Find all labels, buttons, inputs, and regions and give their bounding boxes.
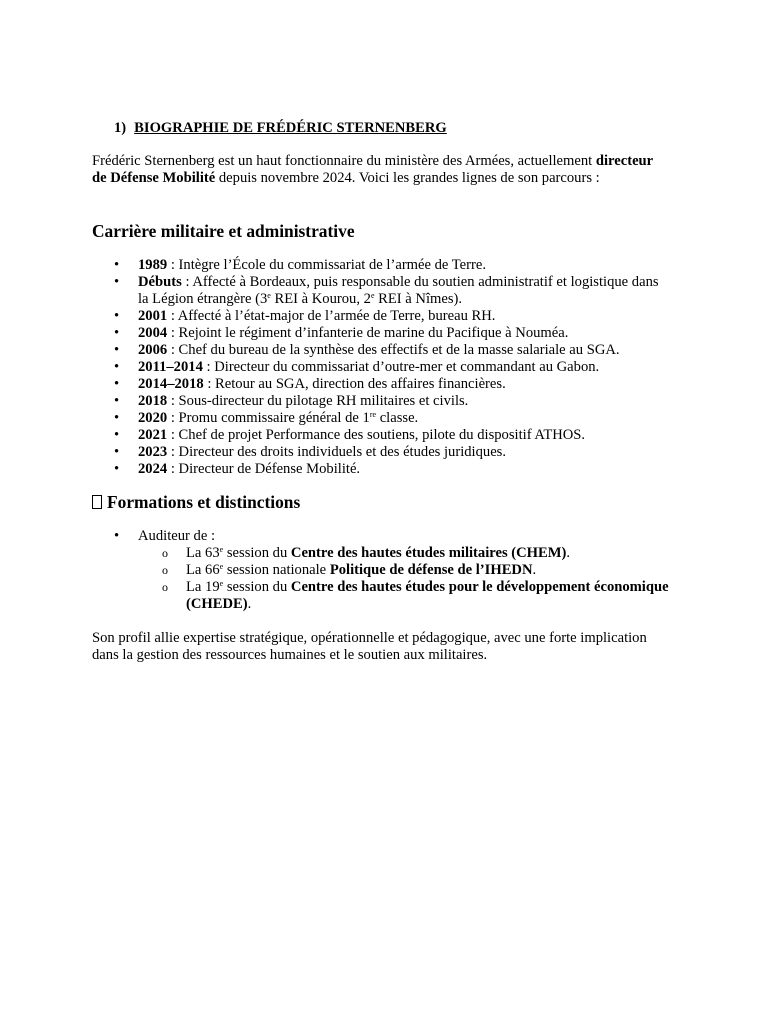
item-year: 2021 bbox=[138, 427, 168, 443]
item-text: : Rejoint le régiment d’infanterie de marine du Pacifique à Nouméa. bbox=[167, 325, 569, 341]
item-year: 1989 bbox=[138, 257, 168, 273]
auditeur-label: Auditeur de : bbox=[138, 528, 216, 544]
item-year: 2024 bbox=[138, 461, 168, 477]
item-text: La 66 bbox=[186, 562, 220, 578]
bullet-icon: • bbox=[114, 393, 120, 409]
item-text: . bbox=[532, 562, 537, 578]
bullet-icon: • bbox=[114, 461, 120, 477]
list-item bbox=[92, 461, 672, 478]
item-text: : Directeur des droits individuels et des études juridiques. bbox=[167, 444, 507, 460]
item-text: : Directeur du commissariat d’outre-mer et commandant au Gabon. bbox=[202, 359, 600, 375]
bullet-icon: • bbox=[114, 274, 120, 290]
superscript: e bbox=[219, 579, 224, 588]
bullet-icon: • bbox=[114, 325, 120, 341]
circle-bullet-icon: o bbox=[162, 546, 168, 560]
formations-heading-text: Formations et distinctions bbox=[107, 492, 301, 512]
superscript: e bbox=[219, 545, 224, 554]
bullet-icon: • bbox=[114, 359, 120, 375]
item-year: 2004 bbox=[138, 325, 168, 341]
intro-text-1: Frédéric Sternenberg est un haut fonctionnaire du ministère des Armées, actuellement bbox=[92, 153, 596, 169]
item-text: session du bbox=[223, 545, 291, 561]
section-number: 1) bbox=[114, 120, 127, 136]
list-item bbox=[92, 376, 672, 393]
item-text: : Sous-directeur du pilotage RH militaires et civils. bbox=[167, 393, 469, 409]
list-item bbox=[138, 545, 672, 562]
item-text: La 63 bbox=[186, 545, 220, 561]
item-text: : Chef de projet Performance des soutiens, pilote du dispositif ATHOS. bbox=[167, 427, 586, 443]
superscript: e bbox=[267, 291, 271, 300]
item-text: : Chef du bureau de la synthèse des effectifs et de la masse salariale au SGA. bbox=[167, 342, 620, 358]
list-item bbox=[92, 342, 672, 359]
conclusion-paragraph: Son profil allie expertise stratégique, opérationnelle et pédagogique, avec une forte implication dans la gestion des ressources humaines et le soutien aux militaires. bbox=[92, 630, 647, 663]
item-text: : Promu commissaire général de 1 bbox=[167, 410, 370, 426]
list-item bbox=[92, 359, 672, 376]
circle-bullet-icon: o bbox=[162, 563, 168, 577]
intro-bold: directeur de Défense Mobilité bbox=[92, 153, 653, 186]
list-item bbox=[138, 579, 672, 613]
circle-bullet-icon: o bbox=[162, 580, 168, 594]
list-item bbox=[138, 562, 672, 579]
item-text: : Retour au SGA, direction des affaires financières. bbox=[203, 376, 506, 392]
item-year: 2011–2014 bbox=[138, 359, 203, 375]
item-year: 2023 bbox=[138, 444, 168, 460]
item-text: REI à Nîmes). bbox=[374, 291, 463, 307]
career-list bbox=[92, 257, 672, 478]
item-text: : Directeur de Défense Mobilité. bbox=[167, 461, 361, 477]
list-item bbox=[92, 528, 672, 613]
superscript: re bbox=[369, 410, 377, 419]
list-item bbox=[92, 274, 672, 308]
bullet-icon: • bbox=[114, 427, 120, 443]
bullet-icon: • bbox=[114, 410, 120, 426]
bullet-icon: • bbox=[114, 528, 120, 544]
item-year: 2006 bbox=[138, 342, 168, 358]
bullet-icon: • bbox=[114, 444, 120, 460]
intro-text-2: depuis novembre 2024. Voici les grandes lignes de son parcours : bbox=[215, 170, 600, 186]
bullet-icon: • bbox=[114, 257, 120, 273]
list-item bbox=[92, 393, 672, 410]
item-bold: Centre des hautes études militaires (CHEM) bbox=[290, 545, 567, 561]
bullet-icon: • bbox=[114, 342, 120, 358]
item-text: : Affecté à Bordeaux, puis responsable du soutien administratif et logistique dans la Légion étrangère (3 bbox=[138, 274, 659, 307]
item-text: session nationale bbox=[223, 562, 330, 578]
superscript: e bbox=[219, 562, 224, 571]
item-text: classe. bbox=[376, 410, 419, 426]
section-title bbox=[114, 120, 447, 137]
formations-heading bbox=[92, 492, 300, 512]
item-year: 2014–2018 bbox=[138, 376, 204, 392]
intro-paragraph bbox=[92, 153, 667, 187]
bullet-icon: • bbox=[114, 376, 120, 392]
item-text: . bbox=[566, 545, 571, 561]
item-year: 2020 bbox=[138, 410, 168, 426]
bullet-icon: • bbox=[114, 308, 120, 324]
item-text: : Affecté à l’état-major de l’armée de Terre, bureau RH. bbox=[167, 308, 496, 324]
item-year: 2018 bbox=[138, 393, 168, 409]
list-item bbox=[92, 410, 672, 427]
missing-glyph-icon bbox=[92, 495, 102, 509]
career-heading: Carrière militaire et administrative bbox=[92, 221, 355, 241]
list-item bbox=[92, 257, 672, 274]
list-item bbox=[92, 308, 672, 325]
item-bold: Politique de défense de l’IHEDN bbox=[329, 562, 533, 578]
item-text: La 19 bbox=[186, 579, 220, 595]
formations-list bbox=[92, 528, 672, 613]
item-text: session du bbox=[223, 579, 291, 595]
list-item bbox=[92, 444, 672, 461]
item-year: 2001 bbox=[138, 308, 168, 324]
item-year: Débuts bbox=[138, 274, 182, 290]
item-bold: Centre des hautes études pour le développement économique (CHEDE) bbox=[186, 579, 669, 612]
list-item bbox=[92, 325, 672, 342]
section-title-text: BIOGRAPHIE DE FRÉDÉRIC STERNENBERG bbox=[134, 120, 447, 136]
item-text: . bbox=[247, 596, 252, 612]
item-text: REI à Kourou, 2 bbox=[270, 291, 371, 307]
formations-sublist bbox=[138, 545, 672, 613]
superscript: e bbox=[370, 291, 375, 300]
item-text: : Intègre l’École du commissariat de l’armée de Terre. bbox=[167, 257, 487, 273]
list-item bbox=[92, 427, 672, 444]
